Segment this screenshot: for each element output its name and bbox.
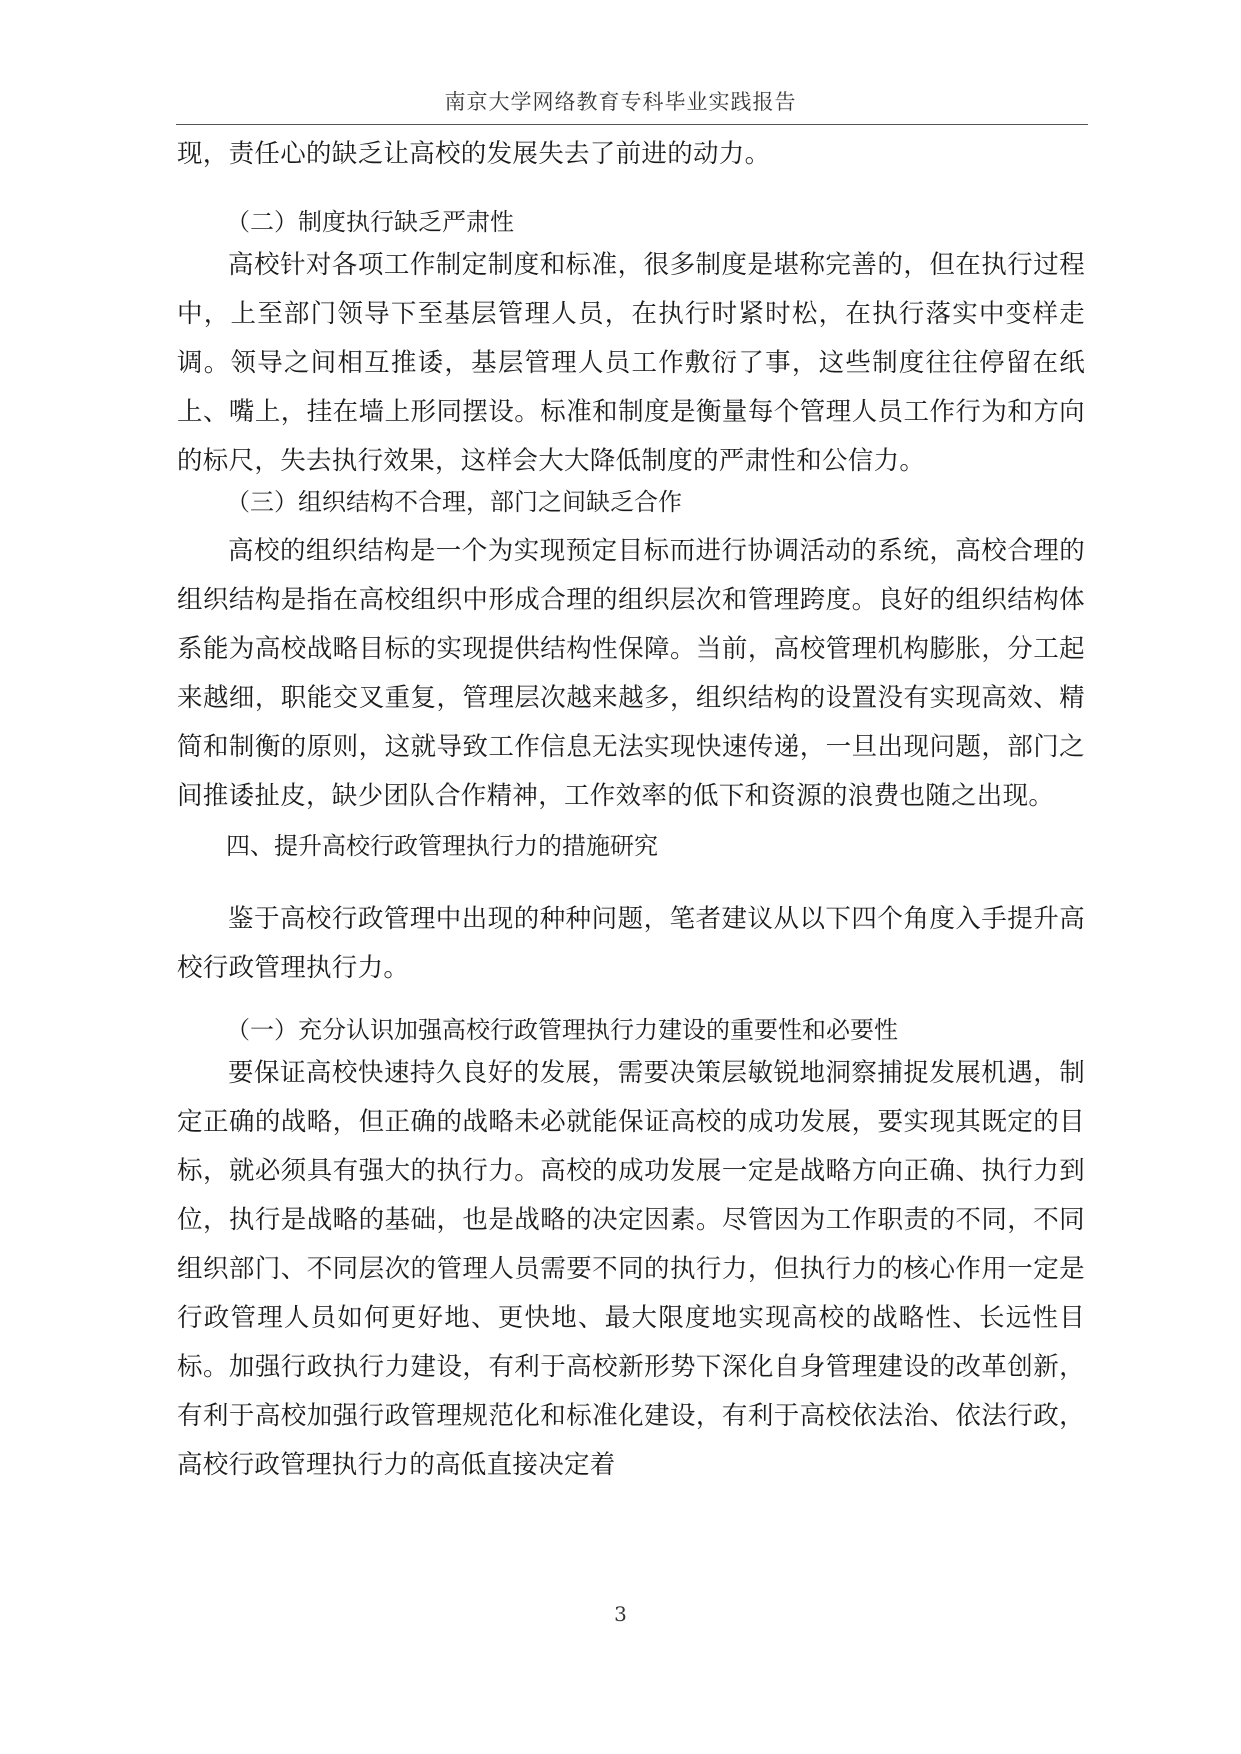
- paragraph-3: 高校的组织结构是一个为实现预定目标而进行协调活动的系统，高校合理的组织结构是指在高校组织中形成合理的组织层次和管理跨度。良好的组织结构体系能为高校战略目标的实现提供结构性保障。当前，高校管理机构膨胀，分工起来越细，职能交叉重复，管理层次越来越多，组织结构的设置没有实现高效、精简和制衡的原则，这就导致工作信息无法实现快速传递，一旦出现问题，部门之间推诿扯皮，缺少团队合作精神，工作效率的低下和资源的浪费也随之出现。: [177, 536, 1085, 811]
- running-header: 南京大学网络教育专科毕业实践报告: [444, 90, 797, 114]
- page-number: 3: [614, 1602, 627, 1626]
- subheading-4-1: （一）充分认识加强高校行政管理执行力建设的重要性和必要性: [226, 1016, 898, 1044]
- paragraph-continuation: 现，责任心的缺乏让高校的发展失去了前进的动力。: [177, 139, 771, 169]
- section-heading-4: 四、提升高校行政管理执行力的措施研究: [226, 832, 658, 860]
- subheading-3: （三）组织结构不合理，部门之间缺乏合作: [226, 488, 682, 516]
- header-rule: [176, 124, 1088, 125]
- paragraph-2: 高校针对各项工作制定制度和标准，很多制度是堪称完善的，但在执行过程中，上至部门领导下至基层管理人员，在执行时紧时松，在执行落实中变样走调。领导之间相互推诿，基层管理人员工作敷衍了事，这些制度往往停留在纸上、嘴上，挂在墙上形同摆设。标准和制度是衡量每个管理人员工作行为和方向的标尺，失去执行效果，这样会大大降低制度的严肃性和公信力。: [177, 250, 1085, 476]
- subheading-2: （二）制度执行缺乏严肃性: [226, 208, 514, 236]
- paragraph-intro-4: 鉴于高校行政管理中出现的种种问题，笔者建议从以下四个角度入手提升高校行政管理执行力。: [177, 904, 1085, 983]
- paragraph-4-1: 要保证高校快速持久良好的发展，需要决策层敏锐地洞察捕捉发展机遇，制定正确的战略，但正确的战略未必就能保证高校的成功发展，要实现其既定的目标，就必须具有强大的执行力。高校的成功发展一定是战略方向正确、执行力到位，执行是战略的基础，也是战略的决定因素。尽管因为工作职责的不同，不同组织部门、不同层次的管理人员需要不同的执行力，但执行力的核心作用一定是行政管理人员如何更好地、更快地、最大限度地实现高校的战略性、长远性目标。加强行政执行力建设，有利于高校新形势下深化自身管理建设的改革创新，有利于高校加强行政管理规范化和标准化建设，有利于高校依法治、依法行政，高校行政管理执行力的高低直接决定着: [177, 1058, 1085, 1480]
